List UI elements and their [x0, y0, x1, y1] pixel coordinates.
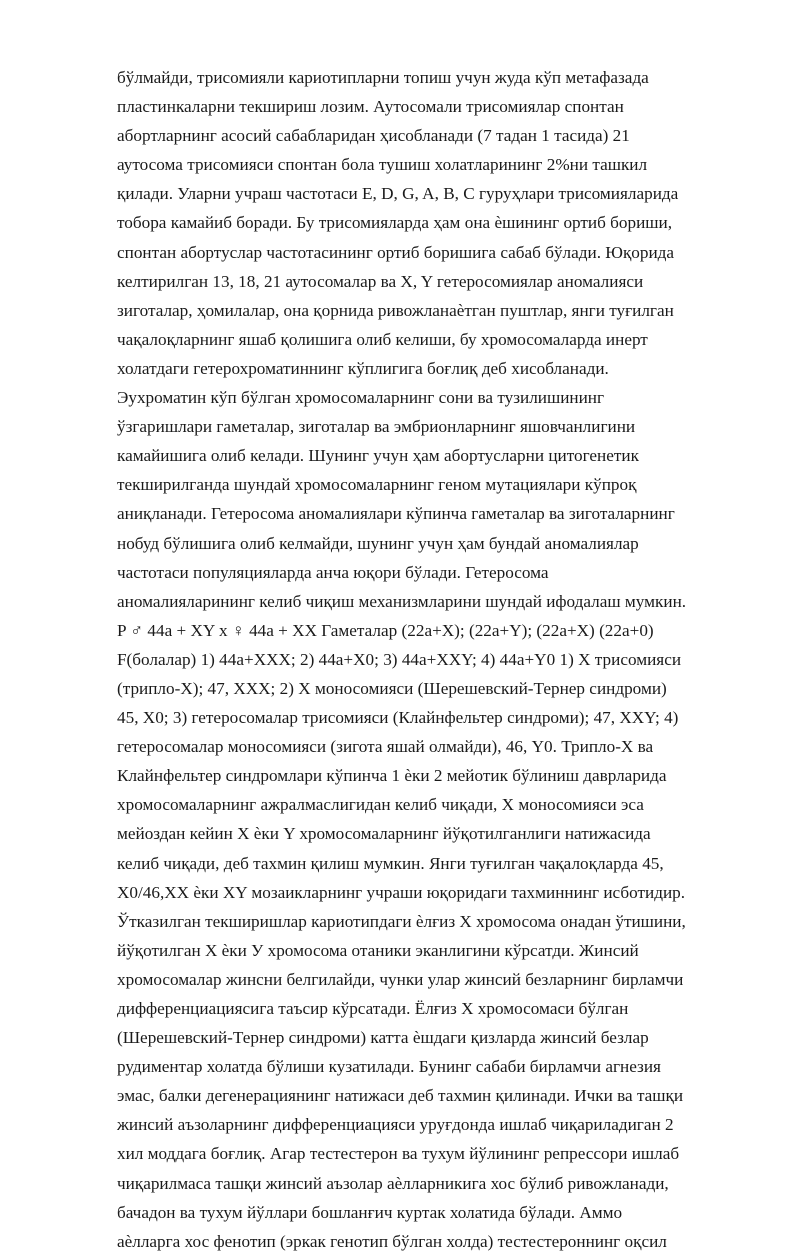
text-line: X0/46,XX ѐки XY мозаикларнинг учраши юқоридаги тахминнинг исботидир. [117, 882, 686, 902]
text-line: абортларнинг асосий сабабларидан ҳисобланади (7 тадан 1 тасида) 21 [117, 126, 630, 146]
text-line: аниқланади. Гетеросома аномалиялари кўпинча гаметалар ва зиготаларнинг [117, 504, 675, 524]
text-line: (Шерешевский-Тернер синдроми) катта ѐшдаги қизларда жинсий безлар [117, 1028, 649, 1048]
text-line: хил моддага боғлиқ. Агар тестестерон ва тухум йўлининг репрессори ишлаб [117, 1144, 680, 1164]
text-line: Эухроматин кўп бўлган хромосомаларнинг сони ва тузилишининг [117, 388, 605, 408]
text-line: йўқотилган X ѐки У хромосома отаники эканлигини кўрсатди. Жинсий [117, 940, 639, 960]
text-line: жинсий аъзоларнинг дифференциацияси уруғдонда ишлаб чиқариладиган 2 [117, 1115, 674, 1135]
text-line: Клайнфельтер синдромлари кўпинча 1 ѐки 2 мейотик бўлиниш даврларида [117, 766, 667, 786]
text-line: пластинкаларни текшириш лозим. Аутосомали трисомиялар спонтан [117, 97, 624, 117]
text-line: мейоздан кейин X ѐки Y хромосомаларнинг йўқотилганлиги натижасида [117, 824, 651, 844]
text-line: келтирилган 13, 18, 21 аутосомалар ва X, Y гетеросомиялар аномалияси [117, 271, 644, 291]
text-line: гетеросомалар моносомияси (зигота яшай олмайди), 46, Y0. Трипло-X ва [117, 737, 654, 757]
text-line: хромосомалар жинсни белгилайди, чунки улар жинсий безларнинг бирламчи [117, 969, 684, 989]
text-line: аѐлларга хос фенотип (эркак генотип бўлган холда) тестестероннинг оқсил [117, 1231, 667, 1251]
text-line: аутосома трисомияси спонтан бола тушиш холатларининг 2%ни ташкил [117, 155, 648, 175]
text-line: тобора камайиб боради. Бу трисомияларда ҳам она ѐшининг ортиб бориши, [117, 213, 673, 233]
text-line: ўзгаришлари гаметалар, зиготалар ва эмбрионларнинг яшовчанлигини [117, 417, 636, 437]
text-line: текширилганда шундай хромосомаларнинг геном мутациялари кўпроқ [117, 475, 637, 495]
text-line: эмас, балки дегенерациянинг натижаси деб тахмин қилинади. Ички ва ташқи [117, 1086, 684, 1106]
text-line: 45, X0; 3) гетеросомалар трисомияси (Клайнфельтер синдроми); 47, XXY; 4) [117, 708, 679, 728]
text-line: холатдаги гетерохроматиннинг кўплигига боғлиқ деб хисобланади. [117, 358, 609, 378]
text-line: (трипло-X); 47, XXX; 2) X моносомияси (Шерешевский-Тернер синдроми) [117, 678, 667, 698]
text-line: бўлмайди, трисомияли кариотипларни топиш учун жуда кўп метафазада [117, 68, 649, 87]
text-line: частотаси популяцияларда анча юқори бўлади. Гетеросома [117, 562, 549, 582]
text-line: спонтан абортуслар частотасининг ортиб боришига сабаб бўлади. Юқорида [117, 242, 675, 262]
text-line: зиготалар, ҳомилалар, она қорнида ривожланаѐтган пуштлар, янги туғилган [117, 300, 674, 320]
text-line: дифференциациясига таъсир кўрсатади. Ёлғиз X хромосомаси бўлган [117, 999, 629, 1018]
text-line: нобуд бўлишига олиб келмайди, шунинг учун ҳам бундай аномалиялар [117, 533, 639, 553]
text-line: F(болалар) 1) 44a+XXX; 2) 44a+X0; 3) 44a+XXY; 4) 44a+Y0 1) X трисомияси [117, 649, 682, 669]
text-line: камайишига олиб келади. Шунинг учун ҳам абортусларни цитогенетик [117, 446, 639, 466]
text-line: чиқарилмаса ташқи жинсий аъзолар аѐлларникига хос бўлиб ривожланади, [117, 1173, 669, 1193]
text-line: бачадон ва тухум йўллари бошланғич куртак холатида бўлади. Аммо [117, 1202, 623, 1222]
text-line: келиб чиқади, деб тахмин қилиш мумкин. Янги туғилган чақалоқларда 45, [117, 853, 664, 873]
body-text [117, 63, 747, 1256]
text-line: хромосомаларнинг ажралмаслигидан келиб чиқади, X моносомияси эса [117, 795, 644, 815]
text-line: рудиментар холатда бўлиши кузатилади. Бунинг сабаби бирламчи агнезия [117, 1057, 661, 1077]
text-line: аномалияларининг келиб чиқиш механизмларини шундай ифодалаш мумкин. [117, 591, 687, 611]
text-line: Ўтказилган текширишлар кариотипдаги ѐлғиз X хромосома онадан ўтишини, [117, 911, 686, 931]
text-line: қилади. Уларни учраш частотаси E, D, G, A, B, C гуруҳлари трисомияларида [117, 184, 679, 204]
text-line: чақалоқларнинг яшаб қолишига олиб келиши, бу хромосомаларда инерт [117, 329, 648, 349]
text-line: P ♂ 44a + XY x ♀ 44a + XX Гаметалар (22a+X); (22a+Y); (22a+X) (22a+0) [117, 620, 654, 640]
